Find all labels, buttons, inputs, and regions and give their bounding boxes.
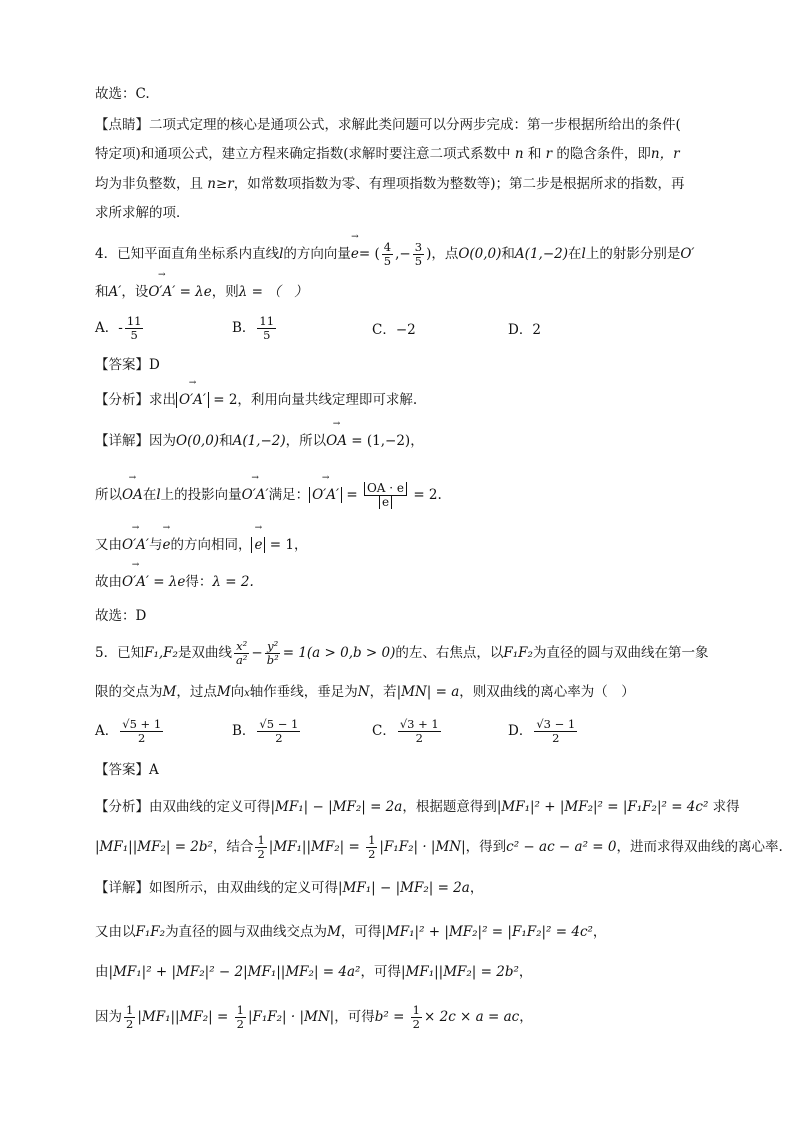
- tip-line-3: 均为非负整数，且 n≥r，如常数项指数为零、有理项指数为整数等)；第二步是根据所求的指数，再: [95, 176, 685, 192]
- detail-5-line-2: 又由以F₁F₂为直径的圆与双曲线交点为M，可得|MF₁|² + |MF₂|² = |F₁F₂|² = 4c²，: [95, 924, 607, 940]
- analysis-4: 【分析】求出→ O′A′ = 2，利用向量共线定理即可求解.: [95, 390, 417, 410]
- detail-4-line-5: 故选：D: [95, 608, 147, 624]
- option-a[interactable]: A． $\frac{√5 + 1}{2}$: [95, 717, 162, 745]
- detail-4-line-4: 故由→ O′A′ = λe得：λ = 2.: [95, 572, 254, 592]
- detail-4-line-3: 又由→ O′A′与→ e的方向相同，→ e = 1，: [95, 535, 307, 555]
- analysis-5-line-1: 【分析】由双曲线的定义可得|MF₁| − |MF₂| = 2a，根据题意得到|MF₁|² + |MF₂|² = |F₁F₂|² = 4c² 求得: [95, 799, 740, 815]
- question-5-line-2: 限的交点为M，过点M向x轴作垂线，垂足为N，若|MN| = a，则双曲线的离心率为（ ）: [95, 684, 635, 700]
- option-c[interactable]: C．−2: [372, 322, 416, 338]
- option-a[interactable]: A．- $\frac{11}{5}$: [95, 314, 142, 342]
- option-d[interactable]: D． $\frac{√3 - 1}{2}$: [508, 717, 576, 745]
- answer-5: 【答案】A: [95, 762, 159, 778]
- detail-5-line-4: 因为 $\frac{1}{2}$ |MF₁||MF₂| = $\frac{1}{2}$ |F₁F₂| · |MN|，可得b² = $\frac{1}{2}$ × 2c × a = ac，: [95, 1003, 533, 1031]
- option-d[interactable]: D．2: [508, 322, 541, 338]
- tip-line-1: 【点睛】二项式定理的核心是通项公式，求解此类问题可以分两步完成：第一步根据所给出的条件(: [95, 117, 681, 133]
- question-5-line-1: 5．已知F₁,F₂是双曲线 $\frac{\text{x²}}{\text{a²}}$ − $\frac{\text{y²}}{\text{b²}}$ = 1(a > 0,b > 0)的左、右焦点，以F₁F₂为直径的圆与双曲线在第一象: [95, 639, 709, 667]
- analysis-5-line-2: |MF₁||MF₂| = 2b²，结合 $\frac{1}{2}$ |MF₁||MF₂| = $\frac{1}{2}$ |F₁F₂| · |MN|，得到c² − ac − a² = 0，进而求得双曲线的离心率.: [95, 833, 783, 861]
- option-b[interactable]: B． $\frac{√5 - 1}{2}$: [232, 717, 299, 745]
- tip-line-4: 求所求解的项．: [95, 205, 190, 221]
- conclusion-line: 故选：C.: [95, 86, 150, 102]
- option-b[interactable]: B． $\frac{11}{5}$: [232, 314, 275, 342]
- option-c[interactable]: C． $\frac{√3 + 1}{2}$: [372, 717, 439, 745]
- detail-5-line-1: 【详解】如图所示，由双曲线的定义可得|MF₁| − |MF₂| = 2a，: [95, 880, 484, 896]
- question-4-line-2: 和A′，设→ O′A′ = λe，则λ = （ ）: [95, 282, 308, 302]
- detail-5-line-3: 由|MF₁|² + |MF₂|² − 2|MF₁||MF₂| = 4a²，可得|MF₁||MF₂| = 2b²，: [95, 964, 533, 980]
- tip-line-2: 特定项)和通项公式，建立方程来确定指数(求解时要注意二项式系数中 n 和 r 的隐含条件，即n，r: [95, 146, 680, 162]
- question-5-options: [95, 718, 715, 752]
- question-4-options: [95, 315, 715, 345]
- detail-4-line-2: 所以→ OA在l上的投影向量→ O′A′满足：→ O′A′ = $\frac{OA \cdot e}{e}$ = 2.: [95, 482, 442, 509]
- question-4-line-1: 4．已知平面直角坐标系内直线l的方向向量→ e= ( $\frac{4}{5}$ ,− $\frac{3}{5}$ )，点O(0,0)和A(1,−2)在l上的射影分别是O′: [95, 241, 694, 268]
- answer-4: 【答案】D: [95, 357, 160, 373]
- detail-4-line-1: 【详解】因为O(0,0)和A(1,−2)，所以→ OA = (1,−2)，: [95, 431, 424, 451]
